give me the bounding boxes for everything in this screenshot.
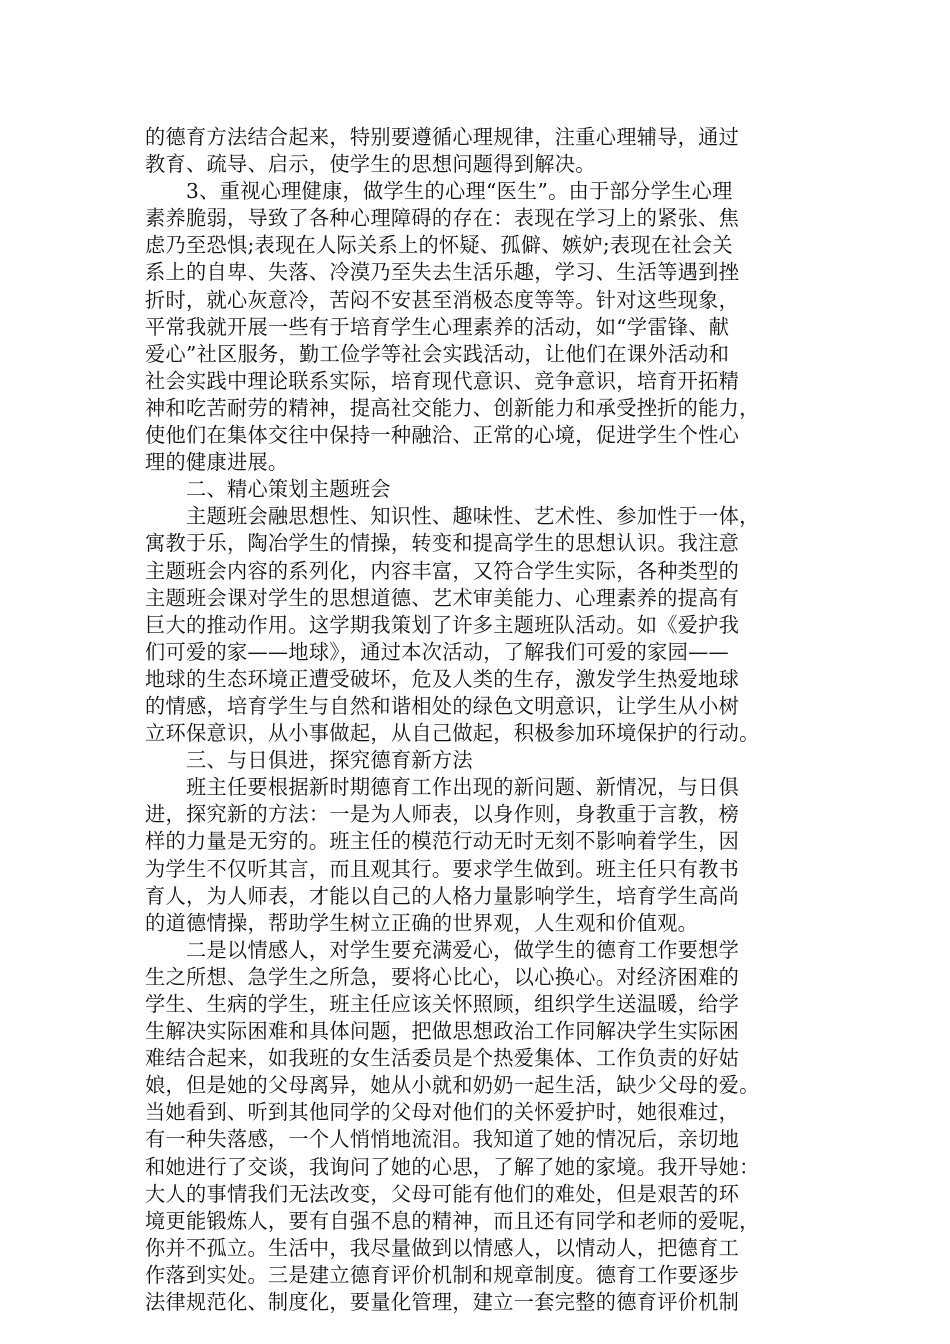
document-body: [145, 124, 805, 1316]
text-line: 法律规范化、制度化，要量化管理，建立一套完整的德育评价机制: [145, 1290, 740, 1315]
text-line: 作落到实处。三是建立德育评价机制和规章制度。德育工作要逐步: [145, 1262, 740, 1287]
text-line: 神和吃苦耐劳的精神，提高社交能力、创新能力和承受挫折的能力，: [145, 395, 760, 420]
text-line: 为学生不仅听其言，而且观其行。要求学生做到。班主任只有教书: [145, 856, 740, 881]
text-line: 3、重视心理健康，做学生的心理“医生”。由于部分学生心理: [145, 179, 733, 204]
text-line: 有一种失落感，一个人悄悄地流泪。我知道了她的情况后，亲切地: [145, 1127, 740, 1152]
text-line: 生解决实际困难和具体问题，把做思想政治工作同解决学生实际困: [145, 1019, 740, 1044]
text-line: 大人的事情我们无法改变，父母可能有他们的难处，但是艰苦的环: [145, 1181, 740, 1206]
text-line: 和她进行了交谈，我询问了她的心思，了解了她的家境。我开导她：: [145, 1154, 760, 1179]
text-line: 当她看到、听到其他同学的父母对他们的关怀爱护时，她很难过，: [145, 1100, 740, 1125]
text-line: 平常我就开展一些有于培育学生心理素养的活动，如“学雷锋、献: [145, 314, 730, 339]
text-line: 样的力量是无穷的。班主任的模范行动无时无刻不影响着学生，因: [145, 829, 740, 854]
text-line: 进，探究新的方法：一是为人师表，以身作则，身教重于言教，榜: [145, 802, 740, 827]
text-line: 学生、生病的学生，班主任应该关怀照顾，组织学生送温暖，给学: [145, 992, 740, 1016]
text-line: 主题班会课对学生的思想道德、艺术审美能力、心理素养的提高有: [145, 585, 740, 610]
text-line: 巨大的推动作用。这学期我策划了许多主题班队活动。如《爱护我: [145, 612, 740, 637]
text-line: 育人，为人师表，才能以自己的人格力量影响学生，培育学生高尚: [145, 883, 740, 908]
text-line: 寓教于乐，陶冶学生的情操，转变和提高学生的思想认识。我注意: [145, 531, 740, 556]
section-heading: 二、精心策划主题班会: [145, 477, 391, 502]
text-line: 爱心”社区服务，勤工俭学等社会实践活动，让他们在课外活动和: [145, 341, 730, 366]
text-line: 们可爱的家——地球》，通过本次活动，了解我们可爱的家园——: [145, 639, 730, 664]
text-line: 娘，但是她的父母离异，她从小就和奶奶一起生活，缺少父母的爱。: [145, 1073, 760, 1098]
text-line: 教育、疏导、启示，使学生的思想问题得到解决。: [145, 152, 596, 177]
text-line: 二是以情感人，对学生要充满爱心，做学生的德育工作要想学: [145, 937, 740, 962]
text-line: 主题班会融思想性、知识性、趣味性、艺术性、参加性于一体，: [145, 504, 760, 529]
text-line: 虑乃至恐惧;表现在人际关系上的怀疑、孤僻、嫉妒;表现在社会关: [145, 233, 733, 258]
text-line: 境更能锻炼人，要有自强不息的精神，而且还有同学和老师的爱呢，: [145, 1208, 760, 1233]
text-line: 使他们在集体交往中保持一种融洽、正常的心境，促进学生个性心: [145, 423, 740, 448]
text-line: 立环保意识，从小事做起，从自己做起，积极参加环境保护的行动。: [145, 721, 760, 746]
text-line: 难结合起来，如我班的女生活委员是个热爱集体、工作负责的好姑: [145, 1046, 740, 1071]
text-line: 的情感，培育学生与自然和谐相处的绿色文明意识，让学生从小树: [145, 693, 740, 718]
text-line: 折时，就心灰意冷，苦闷不安甚至消极态度等等。针对这些现象，: [145, 287, 740, 312]
text-line: 理的健康进展。: [145, 450, 289, 475]
text-line: 的道德情操，帮助学生树立正确的世界观，人生观和价值观。: [145, 910, 699, 935]
text-line: 系上的自卑、失落、冷漠乃至失去生活乐趣，学习、生活等遇到挫: [145, 260, 740, 285]
text-line: 主题班会内容的系列化，内容丰富，又符合学生实际，各种类型的: [145, 558, 740, 583]
section-heading: 三、与日俱进，探究德育新方法: [145, 748, 473, 773]
text-line: 社会实践中理论联系实际，培育现代意识、竞争意识，培育开拓精: [145, 368, 740, 393]
text-line: 你并不孤立。生活中，我尽量做到以情感人，以情动人，把德育工: [145, 1235, 740, 1260]
text-line: 生之所想、急学生之所急，要将心比心，以心换心。对经济困难的: [145, 964, 740, 989]
text-line: 班主任要根据新时期德育工作出现的新问题、新情况，与日俱: [145, 775, 740, 800]
text-line: 的德育方法结合起来，特别要遵循心理规律，注重心理辅导，通过: [145, 125, 740, 149]
text-line: 素养脆弱，导致了各种心理障碍的存在：表现在学习上的紧张、焦: [145, 206, 740, 231]
text-line: 地球的生态环境正遭受破坏，危及人类的生存，激发学生热爱地球: [145, 666, 740, 691]
